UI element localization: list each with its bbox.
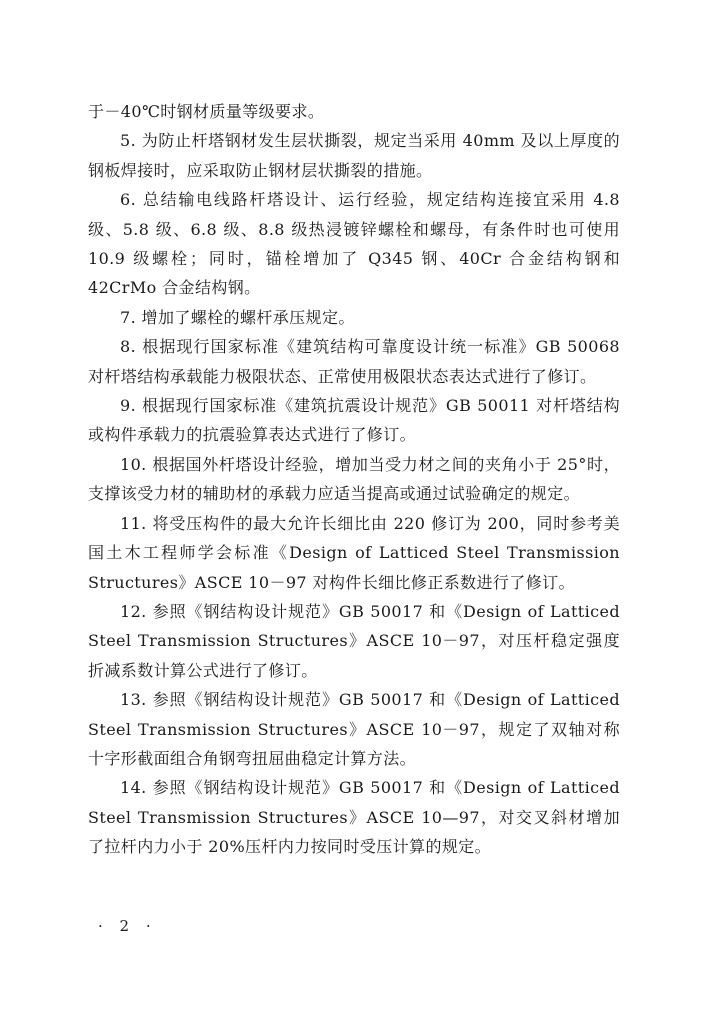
paragraph-item-13: 13. 参照《钢结构设计规范》GB 50017 和《Design of Latticed Steel Transmission Structures》ASCE 10－97，规定了双轴对称十字形截面组合角钢弯扭屈曲稳定计算方法。: [88, 690, 620, 768]
paragraph-item-6: 6. 总结输电线路杆塔设计、运行经验，规定结构连接宜采用 4.8 级、5.8 级、6.8 级、8.8 级热浸镀锌螺栓和螺母，有条件时也可使用 10.9 级螺栓；同时，锚栓增加了 Q345 钢、40Cr 合金结构钢和 42CrMo 合金结构钢。: [88, 190, 620, 298]
page-number: · 2 ·: [98, 917, 157, 935]
paragraph-item-11: 11. 将受压构件的最大允许长细比由 220 修订为 200，同时参考美国土木工程师学会标准《Design of Latticed Steel Transmission Structures》ASCE 10－97 对构件长细比修正系数进行了修订。: [88, 513, 620, 592]
paragraph-continuation: 于－40℃时钢材质量等级要求。: [88, 102, 325, 121]
paragraph-item-7: 7. 增加了螺栓的螺杆承压规定。: [120, 307, 355, 327]
document-body: [88, 97, 620, 862]
paragraph-item-8: 8. 根据现行国家标准《建筑结构可靠度设计统一标准》GB 50068 对杆塔结构承载能力极限状态、正常使用极限状态表达式进行了修订。: [88, 337, 620, 386]
paragraph-item-10: 10. 根据国外杆塔设计经验，增加当受力材之间的夹角小于 25°时，支撑该受力材的辅助材的承载力应适当提高或通过试验确定的规定。: [88, 454, 620, 504]
paragraph-item-14: 14. 参照《钢结构设计规范》GB 50017 和《Design of Latticed Steel Transmission Structures》ASCE 10—97，对交叉斜材增加了拉杆内力小于 20%压杆内力按同时受压计算的规定。: [88, 778, 620, 857]
paragraph-item-9: 9. 根据现行国家标准《建筑抗震设计规范》GB 50011 对杆塔结构或构件承载力的抗震验算表达式进行了修订。: [88, 396, 620, 445]
paragraph-item-5: 5. 为防止杆塔钢材发生层状撕裂，规定当采用 40mm 及以上厚度的钢板焊接时，应采取防止钢材层状撕裂的措施。: [88, 131, 620, 180]
paragraph-item-12: 12. 参照《钢结构设计规范》GB 50017 和《Design of Latticed Steel Transmission Structures》ASCE 10－97，对压杆稳定强度折减系数计算公式进行了修订。: [88, 601, 620, 680]
